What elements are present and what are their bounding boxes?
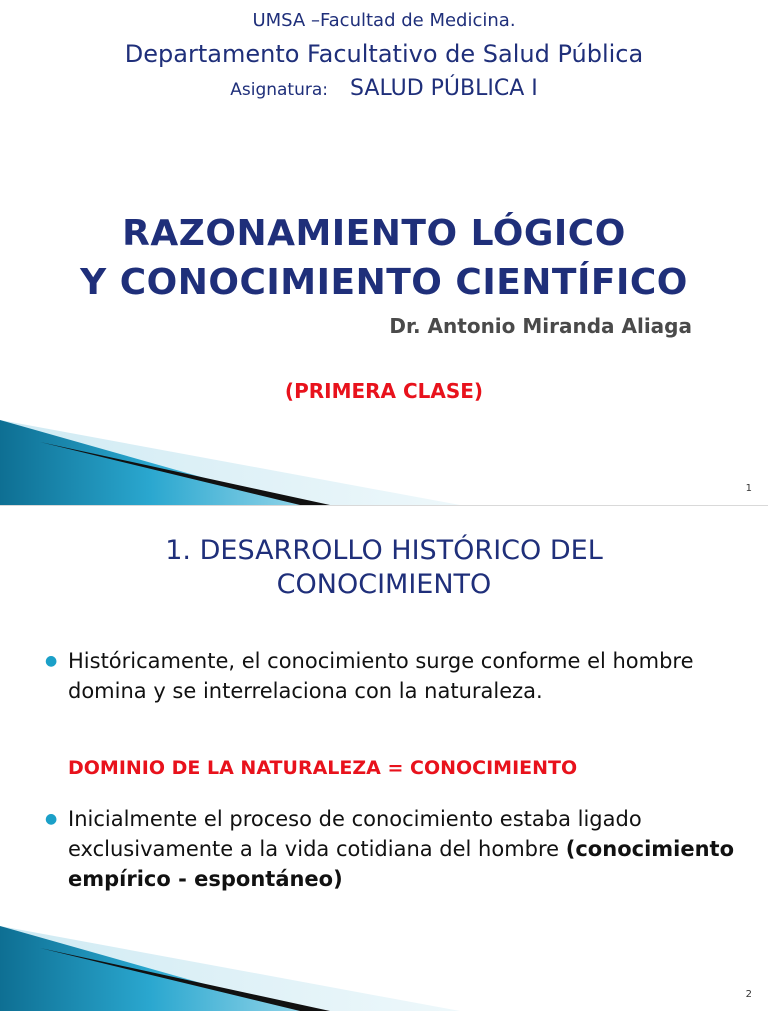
decorative-swoosh: [0, 420, 768, 505]
bullet-icon: ●: [45, 811, 58, 827]
slide-1: [0, 0, 768, 505]
decorative-swoosh: [0, 926, 768, 1011]
page-number: 1: [745, 483, 752, 494]
subject-header: [0, 76, 768, 101]
bullet-icon: ●: [45, 653, 58, 669]
institution-header: UMSA –Facultad de Medicina.: [252, 10, 516, 31]
equation-highlight: DOMINIO DE LA NATURALEZA = CONOCIMIENTO: [68, 757, 578, 779]
section-title-line-1: 1. DESARROLLO HISTÓRICO DEL: [165, 535, 603, 566]
bullet-text-bold: (conocimiento empírico - espontáneo): [68, 837, 735, 891]
bullet-text: Históricamente, el conocimiento surge conforme el hombre domina y se interrelaciona con la naturaleza.: [68, 649, 694, 703]
author-name: Dr. Antonio Miranda Aliaga: [389, 314, 692, 338]
bullet-text: [68, 804, 735, 894]
slide-2: [0, 506, 768, 1011]
subject-label: Asignatura:: [230, 80, 329, 100]
section-title: [0, 534, 768, 602]
class-label: (PRIMERA CLASE): [284, 379, 484, 403]
section-title-line-2: CONOCIMIENTO: [276, 569, 492, 600]
bullet-text-regular: Inicialmente el proceso de conocimiento estaba ligado exclusivamente a la vida cotidiana del hombre: [68, 807, 642, 861]
page-number: 2: [745, 989, 752, 1000]
main-title-line-2: Y CONOCIMIENTO CIENTÍFICO: [80, 262, 688, 303]
bullet-item-2: [45, 804, 735, 894]
subject-name: SALUD PÚBLICA I: [350, 76, 538, 101]
department-header: Departamento Facultativo de Salud Pública: [124, 40, 644, 68]
main-title-line-1: RAZONAMIENTO LÓGICO: [122, 213, 626, 254]
bullet-item-1: [45, 646, 735, 706]
